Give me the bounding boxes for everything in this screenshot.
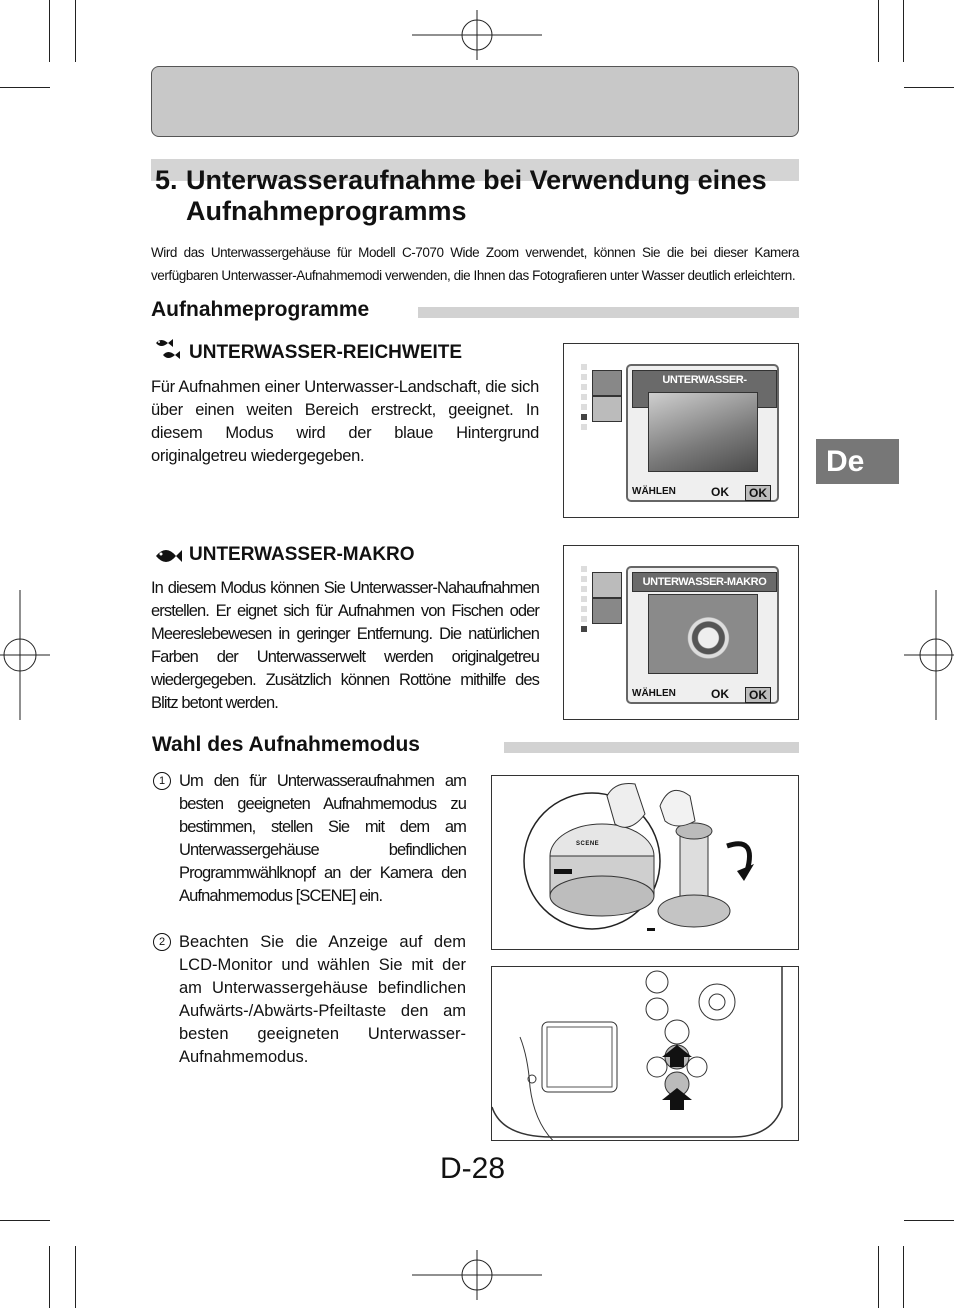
lcd-screen [626,566,779,704]
select-hint: WÄHLEN [632,688,676,699]
ok-button: OK [745,485,771,501]
language-tab: De [816,439,899,484]
registration-mark-icon [904,590,954,720]
mode-scroll-indicator [581,364,587,430]
mode-thumb-macro [592,396,622,422]
lcd-screen [626,364,779,502]
scroll-position-marker [581,414,587,420]
crop-mark [878,0,879,62]
scroll-position-marker [581,626,587,632]
programs-heading: Aufnahmeprogramme [151,298,370,321]
step-text: Um den für Unterwasseraufnahmen am besten geeigneten Aufnahmemodus zu bestimmen, stellen Sie mit dem am Unterwassergehäuse befindlichen Programmwählknopf an der Kamera den Aufnahmemodus [SCENE] ein. [179,772,466,905]
select-hint: WÄHLEN [632,486,676,497]
lcd-title: UNTERWASSER- [632,370,777,408]
wide-mode-screen-illustration [563,343,799,518]
macro-mode-screen-illustration [563,545,799,720]
mode-thumb-wide [592,370,622,396]
mode-dial-drawing [492,776,799,950]
intro-paragraph: Wird das Unterwassergehäuse für Modell C-7070 Wide Zoom verwendet, können Sie die bei dieser Kamera verfügbaren Unterwasser-Aufnahmemodi verwenden, die Ihnen das Fotografieren unter Wasser deutlich erleichtern. [151,245,799,283]
ok-button: OK [745,687,771,703]
heading-rule [418,307,799,318]
registration-mark-icon [412,1250,542,1300]
wide-mode-title: UNTERWASSER-REICHWEITE [189,342,463,363]
step-marker: 2 [153,933,171,951]
crop-mark [0,87,50,88]
mode-thumb-macro [592,598,622,624]
crop-mark [904,87,954,88]
crop-mark [75,1246,76,1308]
dial-scene-label: SCENE [576,841,600,847]
page-number: D-28 [440,1152,506,1185]
registration-mark-icon [0,590,50,720]
crop-mark [878,1246,879,1308]
crop-mark [0,1220,50,1221]
barracuda-photo [648,392,758,472]
step-marker: 1 [153,772,171,790]
mode-dial-illustration [491,775,799,950]
section-title: Unterwasseraufnahme bei Verwendung eines Aufnahmeprogramms [186,165,767,226]
camera-back-illustration [491,966,799,1141]
mode-select-heading: Wahl des Aufnahmemodus [152,733,420,756]
underwater-macro-icon [154,545,184,567]
crop-mark [903,0,904,62]
crop-mark [903,1246,904,1308]
crop-mark [49,1246,50,1308]
heading-rule [504,742,799,753]
lcd-title: UNTERWASSER-MAKRO [632,572,777,592]
ok-label: OK [711,485,729,499]
step-text: Beachten Sie die Anzeige auf dem LCD-Monitor und wählen Sie mit der am Unterwassergehäuse befindlichen Aufwärts-/Abwärts-Pfeiltaste den am besten geeigneten Unterwasser-Aufnahmemodus. [179,933,466,1066]
underwater-wide-icon [153,337,183,363]
chapter-header-bar [151,66,799,137]
crop-mark [49,0,50,62]
section-number: 5. [155,165,178,195]
crop-mark [904,1220,954,1221]
registration-mark-icon [412,10,542,60]
crop-mark [75,0,76,62]
macro-mode-title: UNTERWASSER-MAKRO [189,544,415,565]
clownfish-photo [648,594,758,674]
ok-label: OK [711,687,729,701]
mode-scroll-indicator [581,566,587,632]
wide-mode-description: Für Aufnahmen einer Unterwasser-Landschaft, die sich über einen weiten Bereich erstreckt, geeignet. In diesem Modus wird der blaue Hintergrund originalgetreu wiedergegeben. [151,378,539,465]
mode-thumb-wide [592,572,622,598]
camera-back-drawing [492,967,799,1141]
macro-mode-description: In diesem Modus können Sie Unterwasser-Nahaufnahmen erstellen. Er eignet sich für Aufnahmen von Fischen oder Meereslebewesen in geringer Entfernung. Die natürlichen Farben der Unterwasserwelt werden originalgetreu wiedergegeben. Zusätzlich können Rottöne mithilfe des Blitz betont werden. [151,579,539,712]
